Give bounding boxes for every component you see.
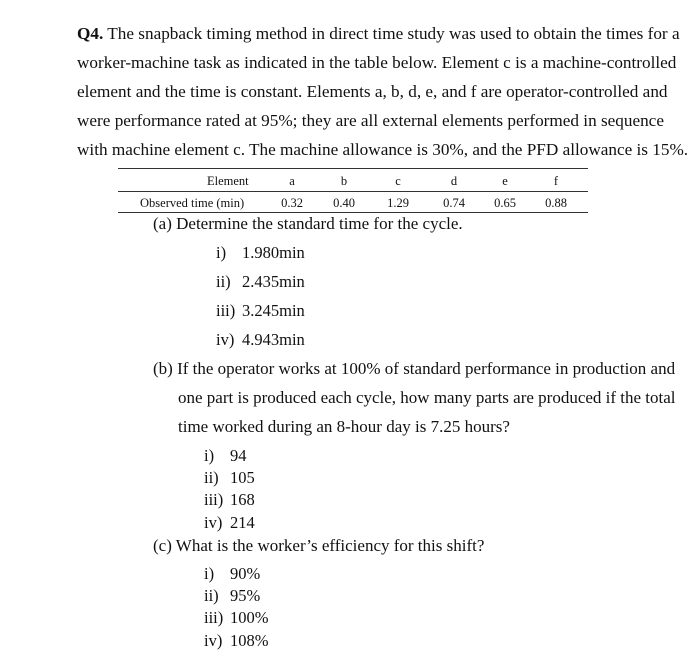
option-number: ii) xyxy=(216,272,231,291)
part-b-prompt-line-3: time worked during an 8-hour day is 7.25 hours? xyxy=(178,417,510,436)
part-a-prompt: (a) Determine the standard time for the cycle. xyxy=(153,214,463,233)
question-line-3: element and the time is constant. Elements a, b, d, e, and f are operator-controlled and xyxy=(77,82,668,101)
option-text: 4.943min xyxy=(242,330,305,349)
part-c-option xyxy=(204,564,260,583)
option-text: 90% xyxy=(230,564,261,583)
table-time-cell: 0.74 xyxy=(443,196,465,210)
table-header-cell: b xyxy=(340,174,348,188)
part-a-option xyxy=(216,243,305,262)
option-number: i) xyxy=(204,446,215,465)
table-header-cell: c xyxy=(395,174,401,188)
question-line-1 xyxy=(77,24,680,43)
part-b-option xyxy=(204,490,255,509)
option-text: 100% xyxy=(230,608,269,627)
table-header-cell: e xyxy=(502,174,508,188)
option-text: 3.245min xyxy=(242,301,305,320)
question-number: Q4. xyxy=(77,24,104,43)
option-number: iv) xyxy=(204,513,223,532)
question-text: The snapback timing method in direct time study was used to obtain the times for a xyxy=(107,24,680,43)
option-number: iii) xyxy=(216,301,236,320)
option-number: i) xyxy=(204,564,215,583)
part-b-prompt-line-1: (b) If the operator works at 100% of standard performance in production and xyxy=(153,359,676,378)
question-line-2: worker-machine task as indicated in the table below. Element c is a machine-controlled xyxy=(77,53,677,72)
part-c-option xyxy=(204,631,269,650)
table-top-rule xyxy=(118,168,588,169)
part-a-option xyxy=(216,272,305,291)
option-number: iv) xyxy=(204,631,223,650)
table-time-cell: 0.65 xyxy=(494,196,516,210)
part-a-option xyxy=(216,330,305,349)
option-text: 168 xyxy=(230,490,255,509)
part-b-option xyxy=(204,468,255,487)
table-time-cell: 1.29 xyxy=(387,196,409,210)
table-row-label: Observed time (min) xyxy=(140,196,245,210)
table-time-cell: 0.32 xyxy=(281,196,303,210)
table-header-cell: a xyxy=(289,174,295,188)
table-header-cell: f xyxy=(553,174,559,188)
table-time-cell: 0.88 xyxy=(545,196,567,210)
option-text: 1.980min xyxy=(242,243,305,262)
part-c-prompt: (c) What is the worker’s efficiency for this shift? xyxy=(153,536,485,555)
option-text: 214 xyxy=(230,513,255,532)
question-line-5: with machine element c. The machine allowance is 30%, and the PFD allowance is 15%. xyxy=(77,140,689,159)
option-text: 105 xyxy=(230,468,255,487)
table-bottom-rule xyxy=(118,212,588,213)
part-c-option xyxy=(204,608,269,627)
part-b-prompt-line-2: one part is produced each cycle, how many parts are produced if the total xyxy=(178,388,676,407)
option-number: ii) xyxy=(204,468,219,487)
table-time-cell: 0.40 xyxy=(333,196,355,210)
table-header-label: Element xyxy=(207,174,249,188)
option-text: 2.435min xyxy=(242,272,305,291)
option-number: iv) xyxy=(216,330,235,349)
option-number: iii) xyxy=(204,608,224,627)
part-c-option xyxy=(204,586,260,605)
table-mid-rule xyxy=(118,191,588,192)
option-number: iii) xyxy=(204,490,224,509)
option-text: 95% xyxy=(230,586,261,605)
part-b-option xyxy=(204,513,255,532)
option-number: ii) xyxy=(204,586,219,605)
part-b-option xyxy=(204,446,247,465)
part-a-option xyxy=(216,301,305,320)
table-header-cell: d xyxy=(450,174,458,188)
option-text: 94 xyxy=(230,446,247,465)
question-line-4: were performance rated at 95%; they are all external elements performed in sequence xyxy=(77,111,664,130)
option-number: i) xyxy=(216,243,227,262)
option-text: 108% xyxy=(230,631,269,650)
